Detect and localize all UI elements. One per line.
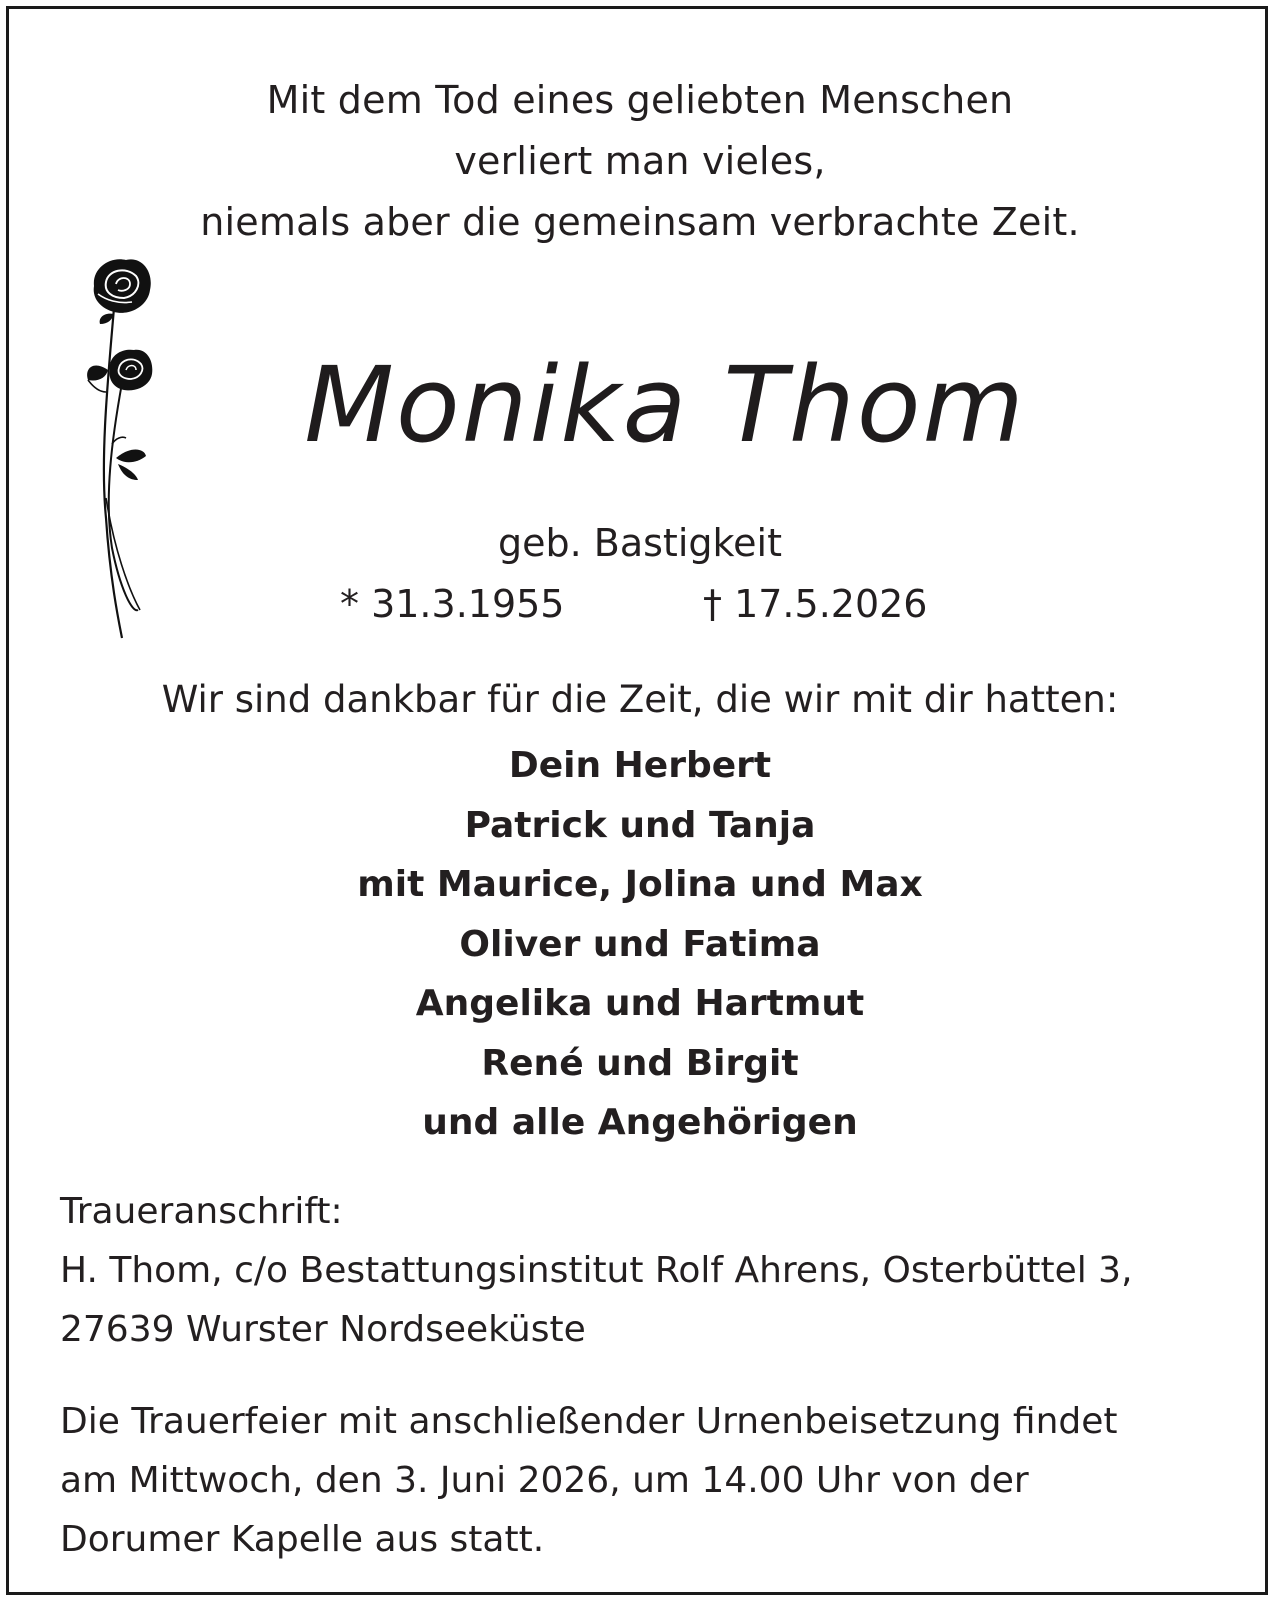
mourner: und alle Angehörigen — [422, 1102, 858, 1143]
service-line: Die Trauerfeier mit anschließender Urnenbeisetzung findet — [60, 1401, 1118, 1442]
birth-name: geb. Bastigkeit — [498, 521, 782, 565]
deceased-name: Monika Thom — [304, 344, 1026, 466]
mourner: Oliver und Fatima — [459, 923, 821, 965]
address-label: Traueranschrift: — [60, 1191, 343, 1232]
quote-line: niemals aber die gemeinsam verbrachte Zeit. — [200, 200, 1080, 244]
mourner: René und Birgit — [481, 1042, 799, 1084]
quote-line: verliert man vieles, — [454, 139, 826, 183]
service-line: am Mittwoch, den 3. Juni 2026, um 14.00 Uhr von der — [60, 1460, 1029, 1501]
mourner: Patrick und Tanja — [464, 804, 816, 846]
service-info — [60, 1392, 1230, 1569]
mourners-list — [0, 736, 1280, 1153]
mourner: Angelika und Hartmut — [415, 983, 865, 1024]
thanks-line: Wir sind dankbar für die Zeit, die wir mit dir hatten: — [161, 678, 1119, 721]
quote-line: Mit dem Tod eines geliebten Menschen — [266, 78, 1014, 122]
mourning-address — [60, 1182, 1230, 1359]
opening-quote — [0, 70, 1280, 253]
mourner: Dein Herbert — [508, 745, 772, 786]
address-line: H. Thom, c/o Bestattungsinstitut Rolf Ahrens, Osterbüttel 3, — [60, 1250, 1133, 1291]
service-line: Dorumer Kapelle aus statt. — [60, 1519, 545, 1560]
mourner: mit Maurice, Jolina und Max — [357, 864, 923, 905]
death-date: † 17.5.2026 — [703, 582, 928, 626]
birth-date: * 31.3.1955 — [340, 582, 565, 626]
address-line: 27639 Wurster Nordseeküste — [60, 1309, 586, 1350]
